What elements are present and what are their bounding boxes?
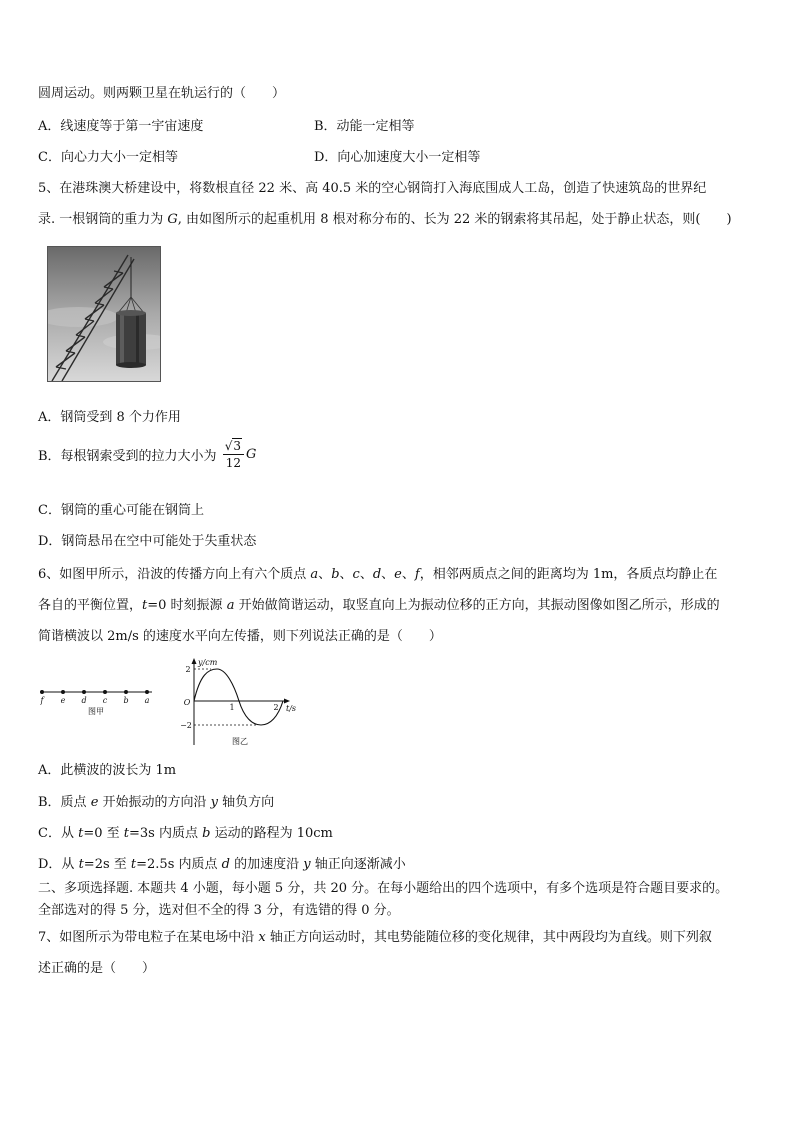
q5-option-b: B．每根钢索受到的拉力大小为 $\frac{√3}{12}$ G xyxy=(38,439,257,470)
crane-photo xyxy=(47,246,161,382)
q5-stem-line2: 录. 一根钢筒的重力为 G, 由如图所示的起重机用 8 根对称分布的、长为 22 米的钢索将其吊起，处于静止状态，则( ) xyxy=(38,212,732,227)
xtick-1: 1 xyxy=(229,703,235,712)
point-label-a: a xyxy=(144,696,150,705)
q6-stem-line2: 各自的平衡位置，t=0 时刻振源 a 开始做简谐运动，取竖直向上为振动位移的正方向，其振动图像如图乙所示，形成的 xyxy=(38,598,720,613)
q5-stem-line1: 5、在港珠澳大桥建设中，将数根直径 22 米、高 40.5 米的空心钢筒打入海底围成人工岛，创造了快速筑岛的世界纪 xyxy=(38,181,707,196)
q4-stem-tail: 圆周运动。则两颗卫星在轨运行的（ ） xyxy=(38,86,286,101)
q4-option-d: D．向心加速度大小一定相等 xyxy=(314,150,481,165)
q6-stem-line1: 6、如图甲所示，沿波的传播方向上有六个质点 a、b、c、d、e、f，相邻两质点之间的距离均为 1m，各质点均静止在 xyxy=(38,567,718,582)
figure-jia-caption: 图甲 xyxy=(88,707,104,716)
figure-jia xyxy=(36,682,158,718)
section2-instructions-line1: 二、多项选择题. 本题共 4 小题，每小题 5 分，共 20 分。在每小题给出的四个选项中，有多个选项是符合题目要求的。 xyxy=(38,881,729,896)
q4-option-a: A．线速度等于第一宇宙速度 xyxy=(38,119,204,134)
ytick-2: 2 xyxy=(185,665,191,674)
section2-instructions-line2: 全部选对的得 5 分，选对但不全的得 3 分，有选错的得 0 分。 xyxy=(38,903,400,918)
q6-option-d: D．从 t=2s 至 t=2.5s 内质点 d 的加速度沿 y 轴正向逐渐减小 xyxy=(38,857,406,872)
point-label-b: b xyxy=(123,696,129,705)
q5-option-d: D．钢筒悬吊在空中可能处于失重状态 xyxy=(38,534,257,549)
figure-yi-caption: 图乙 xyxy=(232,737,248,746)
q7-stem-line2: 述正确的是（ ） xyxy=(38,961,156,976)
axis-label-t: t/s xyxy=(286,704,297,713)
q5-option-c: C．钢筒的重心可能在钢筒上 xyxy=(38,503,204,518)
point-label-f: f xyxy=(40,696,44,705)
tension-fraction: $\frac{√3}{12}$ xyxy=(223,440,244,469)
q5-option-a: A．钢筒受到 8 个力作用 xyxy=(38,410,181,425)
point-label-d: d xyxy=(81,696,87,705)
point-label-e: e xyxy=(60,696,66,705)
q6-option-c: C．从 t=0 至 t=3s 内质点 b 运动的路程为 10cm xyxy=(38,826,333,841)
q4-option-b: B．动能一定相等 xyxy=(314,119,415,134)
q6-option-a: A．此横波的波长为 1m xyxy=(38,763,177,778)
origin-label: O xyxy=(183,698,191,707)
point-label-c: c xyxy=(102,696,108,705)
figure-yi xyxy=(180,655,304,750)
xtick-2: 2 xyxy=(273,703,279,712)
ytick-neg2: −2 xyxy=(180,721,192,730)
q4-option-c: C．向心力大小一定相等 xyxy=(38,150,178,165)
q6-stem-line3: 简谐横波以 2m/s 的速度水平向左传播，则下列说法正确的是（ ） xyxy=(38,629,442,644)
q7-stem-line1: 7、如图所示为带电粒子在某电场中沿 x 轴正方向运动时，其电势能随位移的变化规律，其中两段均为直线。则下列叙 xyxy=(38,930,712,945)
axis-label-y: y/cm xyxy=(198,658,218,667)
q6-option-b: B．质点 e 开始振动的方向沿 y 轴负方向 xyxy=(38,795,275,810)
